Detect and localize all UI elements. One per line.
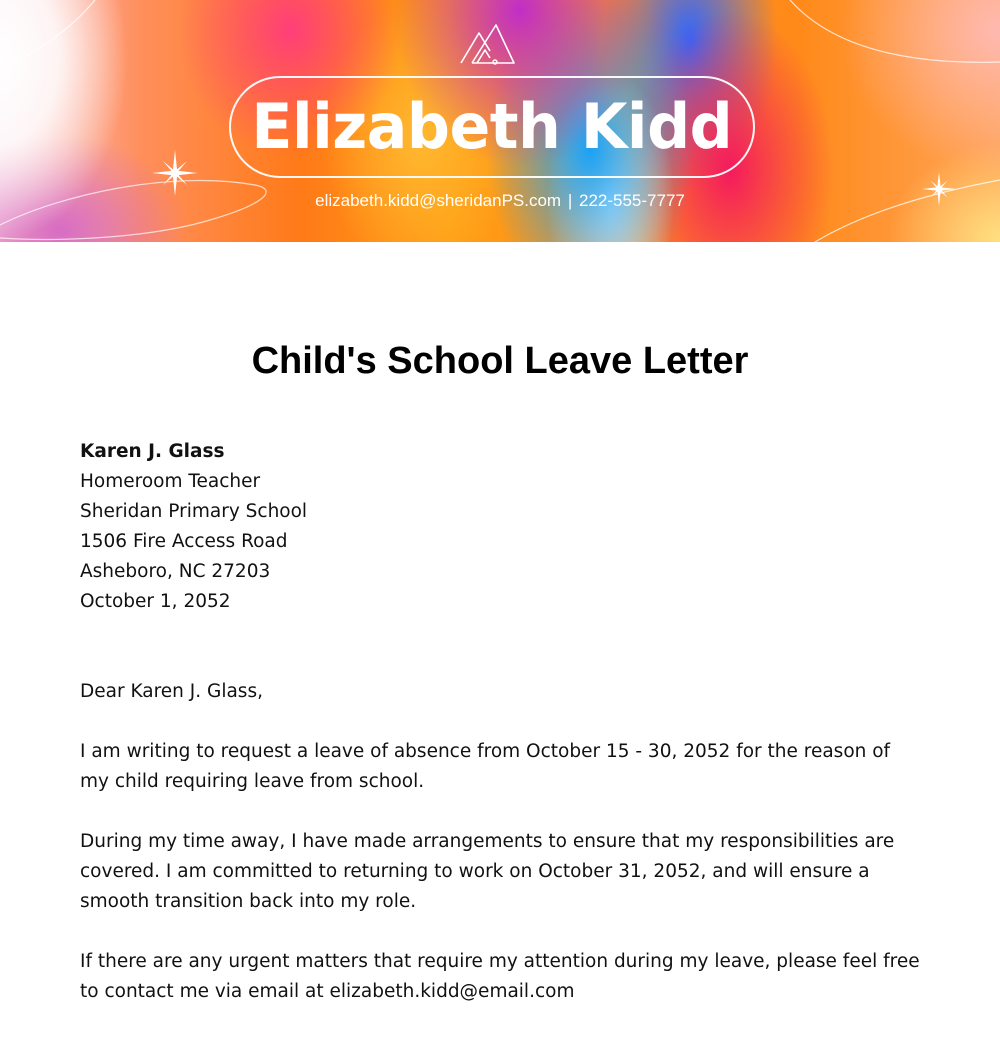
name-pill <box>229 76 755 178</box>
contact-line <box>0 191 1000 211</box>
body-paragraph: During my time away, I have made arrangements to ensure that my responsibilities are covered. I am committed to returning to work on October 31, 2052, and will ensure a smooth transition back into my role. <box>80 831 895 912</box>
body-paragraph: I am writing to request a leave of absence from October 15 - 30, 2052 for the reason of my child requiring leave from school. <box>80 741 891 792</box>
recipient-block <box>80 437 920 617</box>
contact-separator: | <box>567 191 573 210</box>
mountain-logo-icon <box>458 22 516 66</box>
body-paragraph: If there are any urgent matters that require my attention during my leave, please feel free to contact me via email at elizabeth.kidd@email.com <box>80 951 920 1002</box>
recipient-name: Karen J. Glass <box>80 441 225 462</box>
sparkle-icon <box>152 150 198 196</box>
header-banner <box>0 0 1000 242</box>
letter-body <box>80 437 920 1037</box>
letter-date: October 1, 2052 <box>80 591 231 612</box>
document-title: Child's School Leave Letter <box>251 340 749 382</box>
contact-email[interactable]: elizabeth.kidd@sheridanPS.com <box>315 191 562 210</box>
recipient-school: Sheridan Primary School <box>80 501 308 522</box>
recipient-street: 1506 Fire Access Road <box>80 531 288 552</box>
recipient-city-state-zip: Asheboro, NC 27203 <box>80 561 271 582</box>
contact-phone[interactable]: 222-555-7777 <box>578 191 685 210</box>
author-name: Elizabeth Kidd <box>251 90 733 163</box>
salutation: Dear Karen J. Glass, <box>80 681 263 702</box>
recipient-position: Homeroom Teacher <box>80 471 261 492</box>
